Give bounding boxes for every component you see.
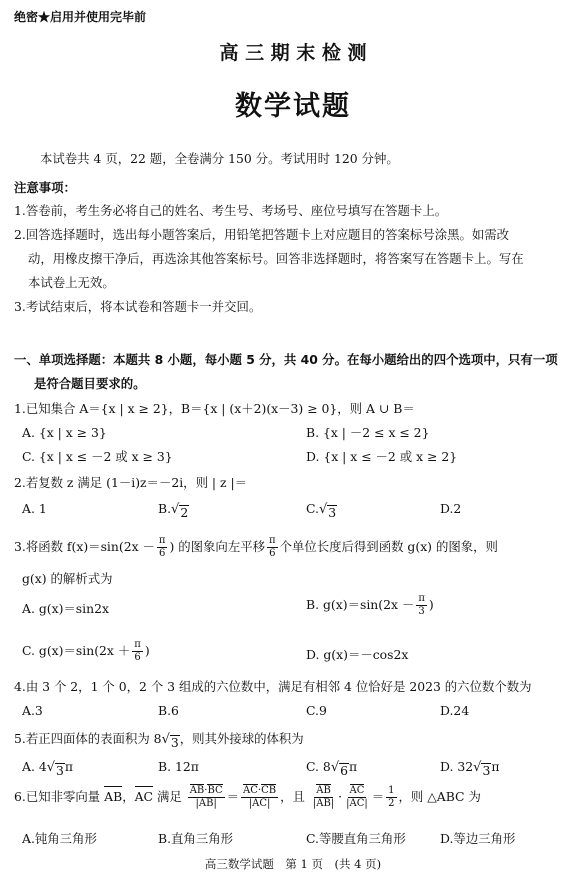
subject-title: 数学试题 (235, 91, 351, 122)
q2-option-a: A. 1 (22, 501, 47, 516)
notes-title: 注意事项： (14, 180, 76, 195)
q4-option-a: A.3 (22, 703, 43, 718)
q1-option-c: C. {x | x ≤ －2 或 x ≥ 3} (22, 449, 173, 464)
q1-option-b: B. {x | －2 ≤ x ≤ 2} (306, 425, 430, 440)
note-2: 2.回答选择题时，选出每小题答案后，用铅笔把答题卡上对应题目的答案标号涂黑。如需改 (14, 227, 510, 242)
exam-title: 高 三 期 末 检 测 (219, 42, 367, 64)
section-heading: 一、单项选择题：本题共 8 小题，每小题 5 分，共 40 分。在每小题给出的四个选项中，只有一项 (14, 352, 558, 367)
q2-option-c: C. √ 3 (306, 501, 337, 520)
q6-stem: 6.已知非零向量 AB，AC 满足 $\frac{AB\cdot BC}{|AB|}$ ＝ $\frac{AC\cdot CB}{|AC|}$ ，且 $\frac{AB}{|AB|}$ · $\frac{AC}{|AC|}$ ＝ $\frac{1}{2}$ ，则 △ABC 为 (14, 785, 481, 809)
intro-text: 本试卷共 4 页，22 题，全卷满分 150 分。考试用时 120 分钟。 (40, 151, 399, 166)
q5-option-c: C. 8 √ 6 π (306, 759, 358, 778)
q5-option-d: D. 32 √ 3 π (440, 759, 500, 778)
q2-option-b: B. √ 2 (158, 501, 189, 520)
confidential-label: 绝密★启用并使用完毕前 (14, 10, 147, 24)
note-1: 1.答卷前，考生务必将自己的姓名、考生号、考场号、座位号填写在答题卡上。 (14, 203, 448, 218)
q6-option-d: D.等边三角形 (440, 831, 516, 846)
q6-option-b: B.直角三角形 (158, 831, 233, 846)
note-2-cont: 动，用橡皮擦干净后，再选涂其他答案标号。回答非选择题时，将答案写在答题卡上。写在 (28, 251, 524, 266)
q1-option-d: D. {x | x ≤ －2 或 x ≥ 2} (306, 449, 458, 464)
q1-option-a: A. {x | x ≥ 3} (22, 425, 107, 440)
q3-option-a: A. g(x)＝sin2x (22, 601, 109, 616)
q3-option-b: B. g(x)＝sin(2x － $\frac{\pi}{3}$ ) (306, 593, 434, 617)
q1-stem: 1.已知集合 A＝{x | x ≥ 2}，B＝{x | (x＋2)(x－3) ≥ 0}，则 A ∪ B＝ (14, 401, 415, 416)
section-heading-cont: 是符合题目要求的。 (34, 376, 146, 391)
q5-stem: 5.若正四面体的表面积为 8 √ 3 ，则其外接球的体积为 (14, 731, 304, 750)
q4-option-c: C.9 (306, 703, 327, 718)
note-2-cont2: 本试卷上无效。 (28, 275, 115, 290)
q3-option-c: C. g(x)＝sin(2x ＋ $\frac{\pi}{6}$ ) (22, 639, 150, 663)
q4-stem: 4.由 3 个 2，1 个 0，2 个 3 组成的六位数中，满足有相邻 4 位恰好是 2023 的六位数个数为 (14, 679, 532, 694)
q5-option-a: A. 4 √ 3 π (22, 759, 74, 778)
q2-stem: 2.若复数 z 满足 (1－i)z＝－2i，则 | z |＝ (14, 475, 248, 490)
q4-option-d: D.24 (440, 703, 470, 718)
q5-option-b: B. 12π (158, 759, 199, 774)
q3-stem: 3.将函数 f(x)＝sin(2x － $\frac{\pi}{6}$ ) 的图象向左平移 $\frac{\pi}{6}$ 个单位长度后得到函数 g(x) 的图象，则 (14, 535, 498, 559)
q3-stem-cont: g(x) 的解析式为 (22, 571, 113, 586)
q3-option-d: D. g(x)＝－cos2x (306, 647, 409, 662)
q6-option-c: C.等腰直角三角形 (306, 831, 406, 846)
q6-option-a: A.钝角三角形 (22, 831, 97, 846)
q2-option-d: D.2 (440, 501, 462, 516)
page-footer: 高三数学试题 第 1 页 (共 4 页) (204, 857, 382, 871)
q4-option-b: B.6 (158, 703, 179, 718)
note-3: 3.考试结束后，将本试卷和答题卡一并交回。 (14, 299, 262, 314)
